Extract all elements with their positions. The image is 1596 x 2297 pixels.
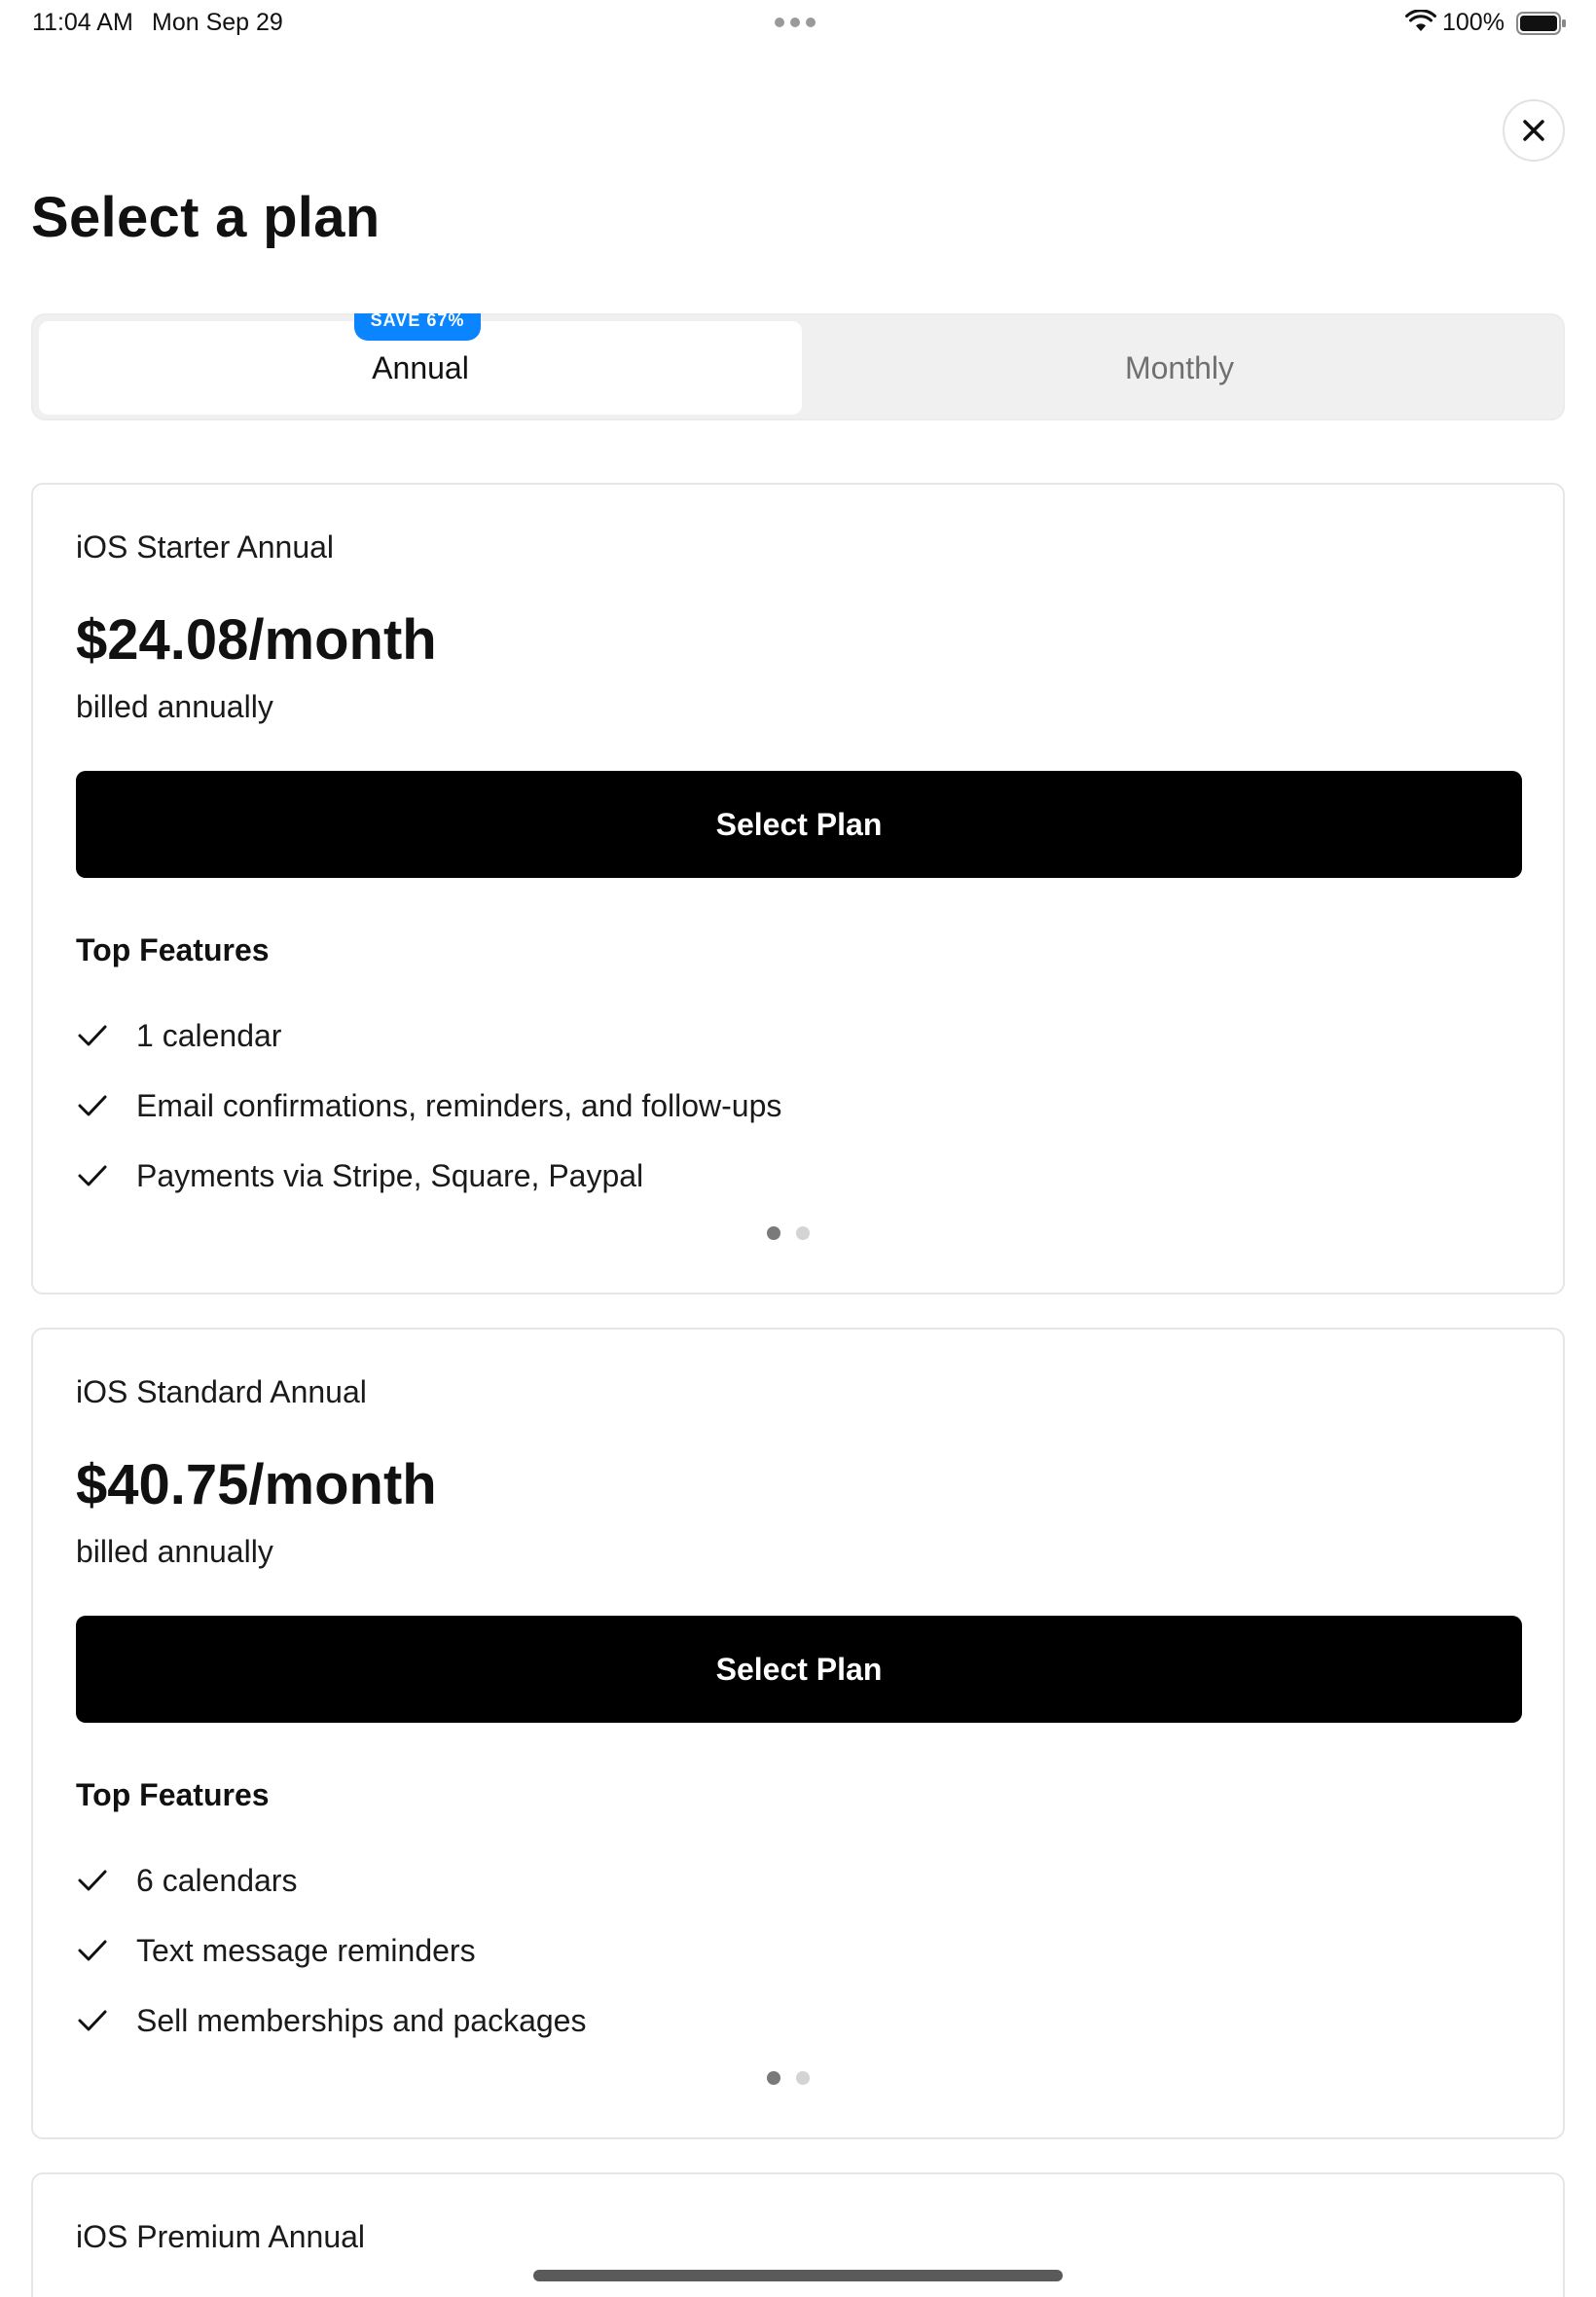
- feature-item: [76, 1845, 586, 1915]
- feature-item: [76, 1986, 586, 2056]
- feature-pager[interactable]: [767, 1226, 810, 1240]
- pager-dot-active[interactable]: [767, 2071, 780, 2085]
- feature-text: 6 calendars: [136, 1862, 298, 1898]
- feature-pager[interactable]: [767, 2071, 810, 2085]
- plan-name: iOS Premium Annual: [76, 2219, 366, 2254]
- status-date: Mon Sep 29: [152, 9, 283, 36]
- battery-percentage: 100%: [1442, 9, 1505, 36]
- pager-dot[interactable]: [796, 2071, 810, 2085]
- tab-monthly[interactable]: Monthly: [1124, 349, 1235, 385]
- wifi-icon: [1405, 10, 1436, 33]
- plan-card-starter: [31, 483, 1565, 1294]
- feature-item: [76, 1071, 781, 1141]
- close-button[interactable]: [1503, 99, 1565, 162]
- plan-card-standard: [31, 1328, 1565, 2139]
- pager-dot[interactable]: [796, 1226, 810, 1240]
- feature-list: [76, 1845, 586, 2056]
- page-title: Select a plan: [31, 186, 381, 249]
- check-icon: [76, 1159, 109, 1192]
- feature-item: [76, 1001, 781, 1071]
- plan-name: iOS Starter Annual: [76, 529, 335, 565]
- plan-billing-period: billed annually: [76, 689, 273, 724]
- feature-item: [76, 1141, 781, 1211]
- tab-annual[interactable]: Annual: [39, 321, 802, 415]
- home-indicator[interactable]: [533, 2270, 1063, 2281]
- check-icon: [76, 1019, 109, 1052]
- close-icon: [1521, 118, 1546, 143]
- plan-billing-period: billed annually: [76, 1534, 273, 1569]
- feature-item: [76, 1915, 586, 1986]
- feature-list: [76, 1001, 781, 1211]
- battery-icon: [1516, 12, 1567, 35]
- save-badge: SAVE 67%: [354, 313, 481, 341]
- status-bar: [0, 0, 1596, 49]
- feature-text: Sell memberships and packages: [136, 2002, 587, 2038]
- billing-period-toggle: [31, 313, 1565, 420]
- multitasking-dots-icon[interactable]: [775, 18, 816, 27]
- plan-name: iOS Standard Annual: [76, 1374, 367, 1409]
- check-icon: [76, 2004, 109, 2037]
- feature-text: Email confirmations, reminders, and follow-ups: [136, 1087, 782, 1123]
- features-heading: Top Features: [76, 932, 270, 967]
- plan-price: $40.75/month: [76, 1453, 437, 1516]
- check-icon: [76, 1864, 109, 1897]
- status-time: 11:04 AM: [32, 9, 133, 36]
- check-icon: [76, 1089, 109, 1122]
- feature-text: 1 calendar: [136, 1017, 282, 1053]
- pager-dot-active[interactable]: [767, 1226, 780, 1240]
- plan-price: $24.08/month: [76, 608, 437, 672]
- select-plan-button[interactable]: Select Plan: [76, 1616, 1522, 1723]
- select-plan-button[interactable]: Select Plan: [76, 771, 1522, 878]
- features-heading: Top Features: [76, 1777, 270, 1812]
- check-icon: [76, 1934, 109, 1967]
- feature-text: Payments via Stripe, Square, Paypal: [136, 1157, 644, 1193]
- feature-text: Text message reminders: [136, 1932, 476, 1968]
